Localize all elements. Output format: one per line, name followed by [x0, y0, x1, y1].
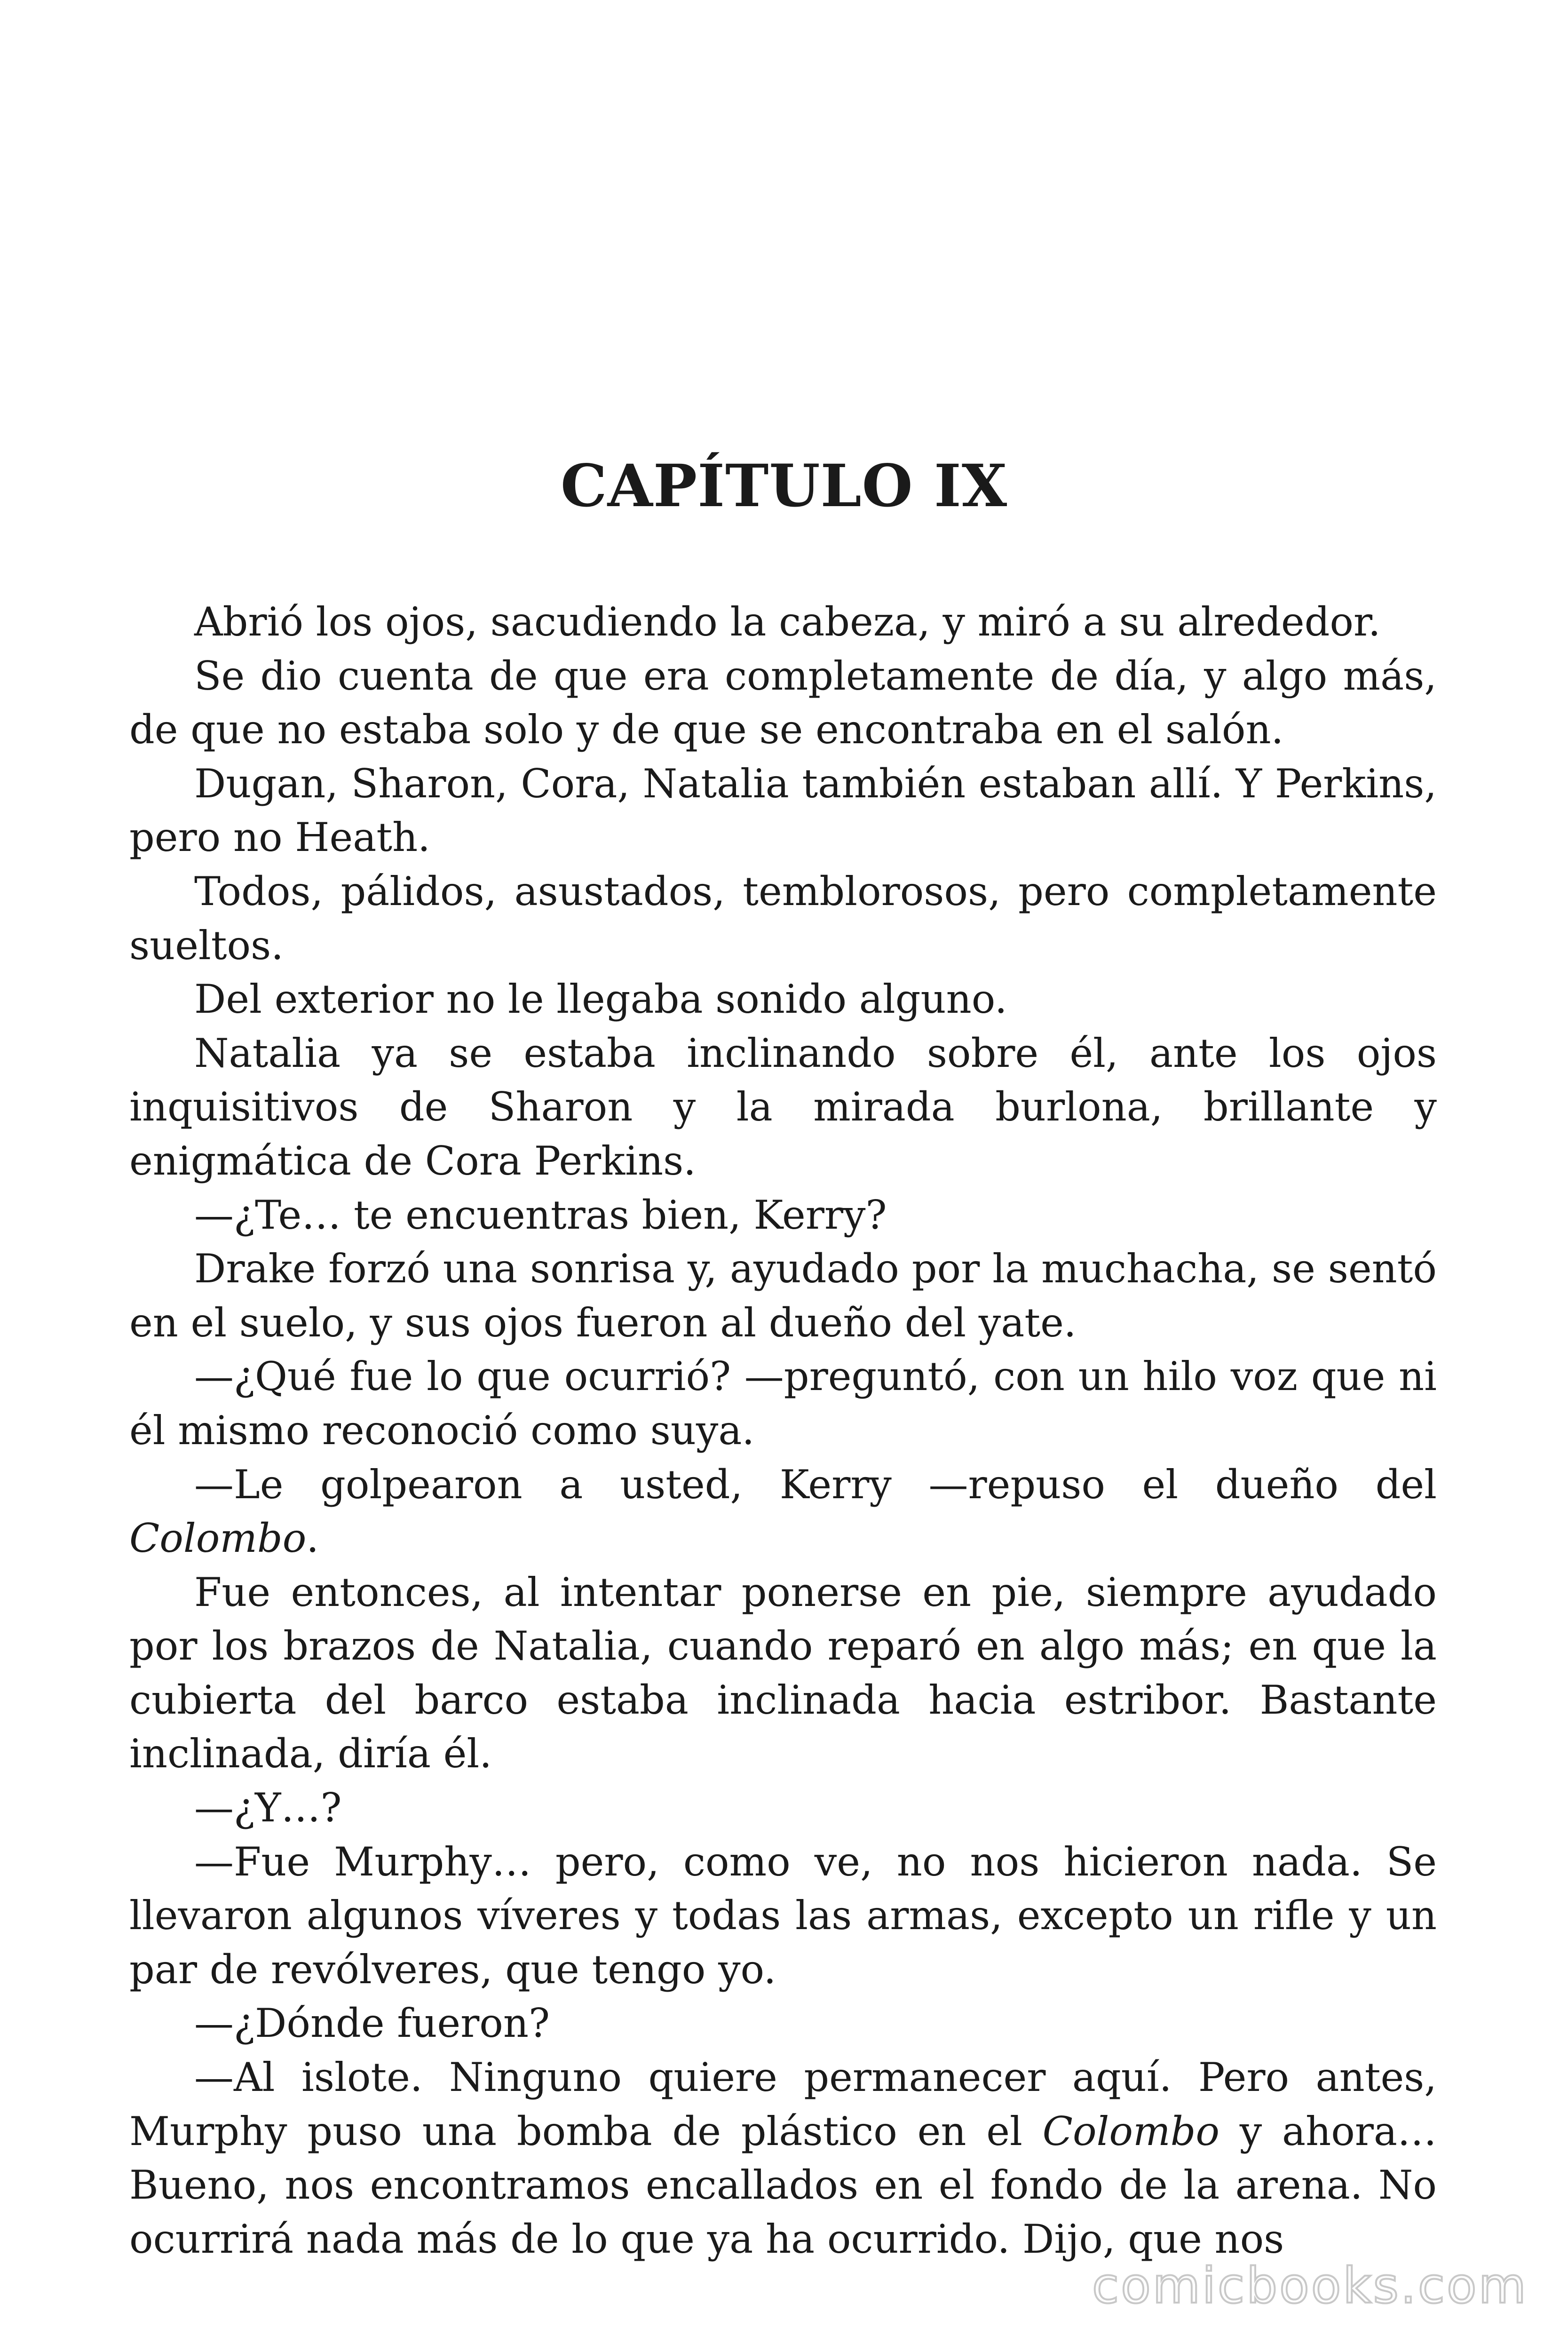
paragraph: [129, 2050, 1437, 2266]
paragraph: Natalia ya se estaba inclinando sobre él, ante los ojos inquisitivos de Sharon y la mirada burlona, brillante y enigmática de Cora Perkins.: [129, 1030, 1437, 1184]
paragraph: [129, 1458, 1437, 1565]
text-run: y ahora… Bueno, nos encontramos encallados en el fondo de la arena. No ocurrirá nada más de lo que ya ha ocurrido. Dijo, que nos: [129, 2108, 1437, 2262]
paragraph: —Fue Murphy… pero, como ve, no nos hicieron nada. Se llevaron algunos víveres y todas las armas, excepto un rifle y un par de revólveres, que tengo yo.: [129, 1838, 1437, 1993]
paragraph: Dugan, Sharon, Cora, Natalia también estaban allí. Y Perkins, pero no Heath.: [129, 760, 1437, 861]
paragraph: Se dio cuenta de que era completamente de día, y algo más, de que no estaba solo y de que se encontraba en el salón.: [129, 652, 1437, 753]
paragraph: —¿Qué fue lo que ocurrió? —preguntó, con un hilo voz que ni él mismo reconoció como suya.: [129, 1353, 1437, 1454]
paragraph: —¿Dónde fueron?: [194, 2000, 550, 2047]
chapter-title: CAPÍTULO IX: [560, 452, 1008, 520]
paragraph: —¿Y…?: [194, 1785, 342, 1831]
text-run: .: [306, 1515, 319, 1562]
paragraph: Del exterior no le llegaba sonido alguno.: [194, 976, 1007, 1023]
body-text: [129, 595, 1437, 2266]
paragraph: Abrió los ojos, sacudiendo la cabeza, y miró a su alrededor.: [194, 599, 1381, 645]
italic-ship-name: Colombo: [1042, 2108, 1220, 2154]
paragraph: Todos, pálidos, asustados, temblorosos, pero completamente sueltos.: [129, 868, 1437, 969]
watermark: comicbooks.com: [1092, 2257, 1528, 2314]
italic-ship-name: Colombo: [129, 1515, 307, 1562]
paragraph: Drake forzó una sonrisa y, ayudado por la muchacha, se sentó en el suelo, y sus ojos fueron al dueño del yate.: [129, 1246, 1437, 1346]
text-run: —Le golpearon a usted, Kerry —repuso el dueño del: [194, 1461, 1437, 1508]
paragraph: Fue entonces, al intentar ponerse en pie, siempre ayudado por los brazos de Natalia, cuando reparó en algo más; en que la cubierta del barco estaba inclinada hacia estribor. Bastante inclinada, diría él.: [129, 1569, 1437, 1777]
paragraph: —¿Te… te encuentras bien, Kerry?: [194, 1192, 887, 1238]
text-run: —Al islote. Ninguno quiere permanecer aquí. Pero antes, Murphy puso una bomba de plástico en el: [129, 2054, 1437, 2154]
